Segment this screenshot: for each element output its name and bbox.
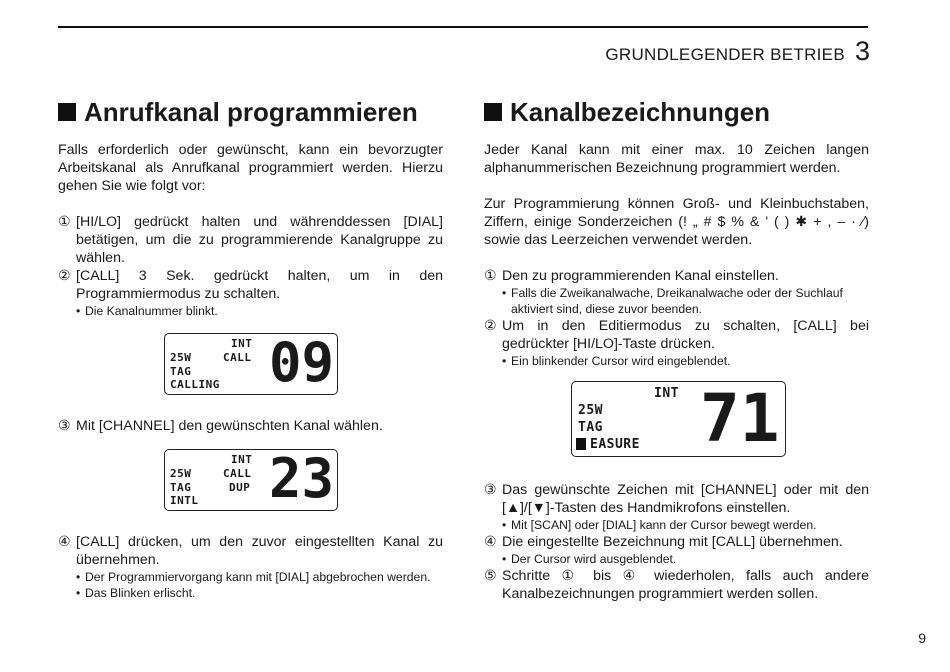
step-4 [484,533,869,551]
lcd-name: INTL [170,494,199,507]
lcd-power: 25W [170,351,192,364]
note-text: Die Kanalnummer blinkt. [85,304,218,318]
section-heading [484,96,869,128]
lcd-power: 25W [578,403,603,418]
lcd-int: INT [231,453,253,466]
bullet: • [76,586,81,600]
step-2 [484,317,869,353]
heading-text: Anrufkanal programmieren [84,97,418,127]
step-3 [58,417,443,435]
square-bullet-icon [484,103,502,121]
step-note [76,585,443,601]
step-marker: ② [484,318,497,334]
step-marker: ③ [58,418,71,434]
lcd-name: CALLING [170,378,220,391]
right-column [484,96,869,603]
chapter-number: 3 [854,36,870,66]
left-column [58,96,443,601]
lcd-call: CALL [223,351,252,364]
lcd-tag: TAG [578,420,603,435]
step-text: Schritte ① bis ④ wiederholen, falls auch andere Kanalbezeichnungen programmiert werden sollen. [502,568,869,602]
step-text: Das gewünschte Zeichen mit [CHANNEL] oder mit den [▲]/[▼]-Tasten des Handmikrofons einstellen. [502,482,869,516]
note-text: Mit [SCAN] oder [DIAL] kann der Cursor bewegt werden. [511,518,817,532]
step-text: [CALL] drücken, um den zuvor eingestellten Kanal zu übernehmen. [76,534,443,568]
step-marker: ① [484,268,497,284]
step-text: Um in den Editiermodus zu schalten, [CALL] bei gedrückter [HI/LO]-Taste drücken. [502,318,869,352]
step-marker: ④ [58,534,71,550]
top-rule [58,26,868,28]
lcd-display-edit [571,381,786,457]
intro-paragraph: Falls erforderlich oder gewünscht, kann ein bevorzugter Arbeitskanal als Anrufkanal programmiert werden. Hierzu gehen Sie wie folgt vor: [58,142,443,194]
lcd-channel: 09 [269,331,335,394]
step-text: Den zu programmierenden Kanal einstellen. [502,268,779,284]
step-text: Die eingestellte Bezeichnung mit [CALL] übernehmen. [502,534,843,550]
step-4 [58,533,443,569]
header-title: GRUNDLEGENDER BETRIEB [605,45,845,64]
step-note [502,353,869,369]
lcd-int: INT [231,337,253,350]
bullet: • [502,518,507,532]
step-marker: ⑤ [484,568,497,584]
blinking-cursor [576,438,586,450]
page-number: 9 [918,630,926,646]
step-5 [484,567,869,603]
step-marker: ① [58,214,71,230]
note-text: Der Cursor wird ausgeblendet. [511,552,677,566]
step-marker: ③ [484,482,497,498]
step-3 [484,481,869,517]
bullet: • [502,552,507,566]
bullet: • [502,354,507,368]
note-text: Ein blinkender Cursor wird eingeblendet. [511,354,731,368]
bullet: • [502,286,507,300]
bullet: • [76,570,81,584]
step-text: [CALL] 3 Sek. gedrückt halten, um in den Programmiermodus zu schalten. [76,268,443,302]
lcd-call: CALL [223,467,252,480]
lcd-dup: DUP [229,481,251,494]
step-note [502,285,869,317]
step-text: [HI/LO] gedrückt halten und währenddessen [DIAL] betätigen, um die zu programmierende Kanalgruppe zu wählen. [76,214,443,266]
step-note [502,517,869,533]
lcd-channel: 71 [700,380,780,457]
bullet: • [76,304,81,318]
step-note [502,551,869,567]
lcd-int: INT [654,386,679,401]
intro-paragraph: Jeder Kanal kann mit einer max. 10 Zeichen langen alphanummerischen Bezeichnung programmiert werden. [484,142,869,176]
lcd-display-intl [164,449,338,511]
step-2 [58,267,443,303]
step-marker: ④ [484,534,497,550]
section-heading [58,96,443,128]
lcd-channel: 23 [269,447,335,510]
heading-text: Kanalbezeichnungen [510,97,771,127]
step-1 [58,213,443,267]
running-header [605,36,870,67]
note-text: Das Blinken erlischt. [85,586,196,600]
note-text: Falls die Zweikanalwache, Dreikanalwache oder der Suchlauf aktiviert sind, diese zuvor beenden. [511,286,843,316]
lcd-display-calling [164,333,338,395]
lcd-tag: TAG [170,481,192,494]
step-note [76,569,443,585]
lcd-power: 25W [170,467,192,480]
square-bullet-icon [58,103,76,121]
step-marker: ② [58,268,71,284]
intro-paragraph: Zur Programmierung können Groß- und Kleinbuchstaben, Ziffern, einige Sonderzeichen (! „ # $ % & ' ( ) ✱ + , – · ⁄) sowie das Leerzeichen verwendet werden. [484,196,869,248]
note-text: Der Programmiervorgang kann mit [DIAL] abgebrochen werden. [85,570,431,584]
step-1 [484,267,869,285]
lcd-tag: TAG [170,365,192,378]
step-note [76,303,443,319]
lcd-name: EASURE [590,437,640,452]
step-text: Mit [CHANNEL] den gewünschten Kanal wählen. [76,418,383,434]
